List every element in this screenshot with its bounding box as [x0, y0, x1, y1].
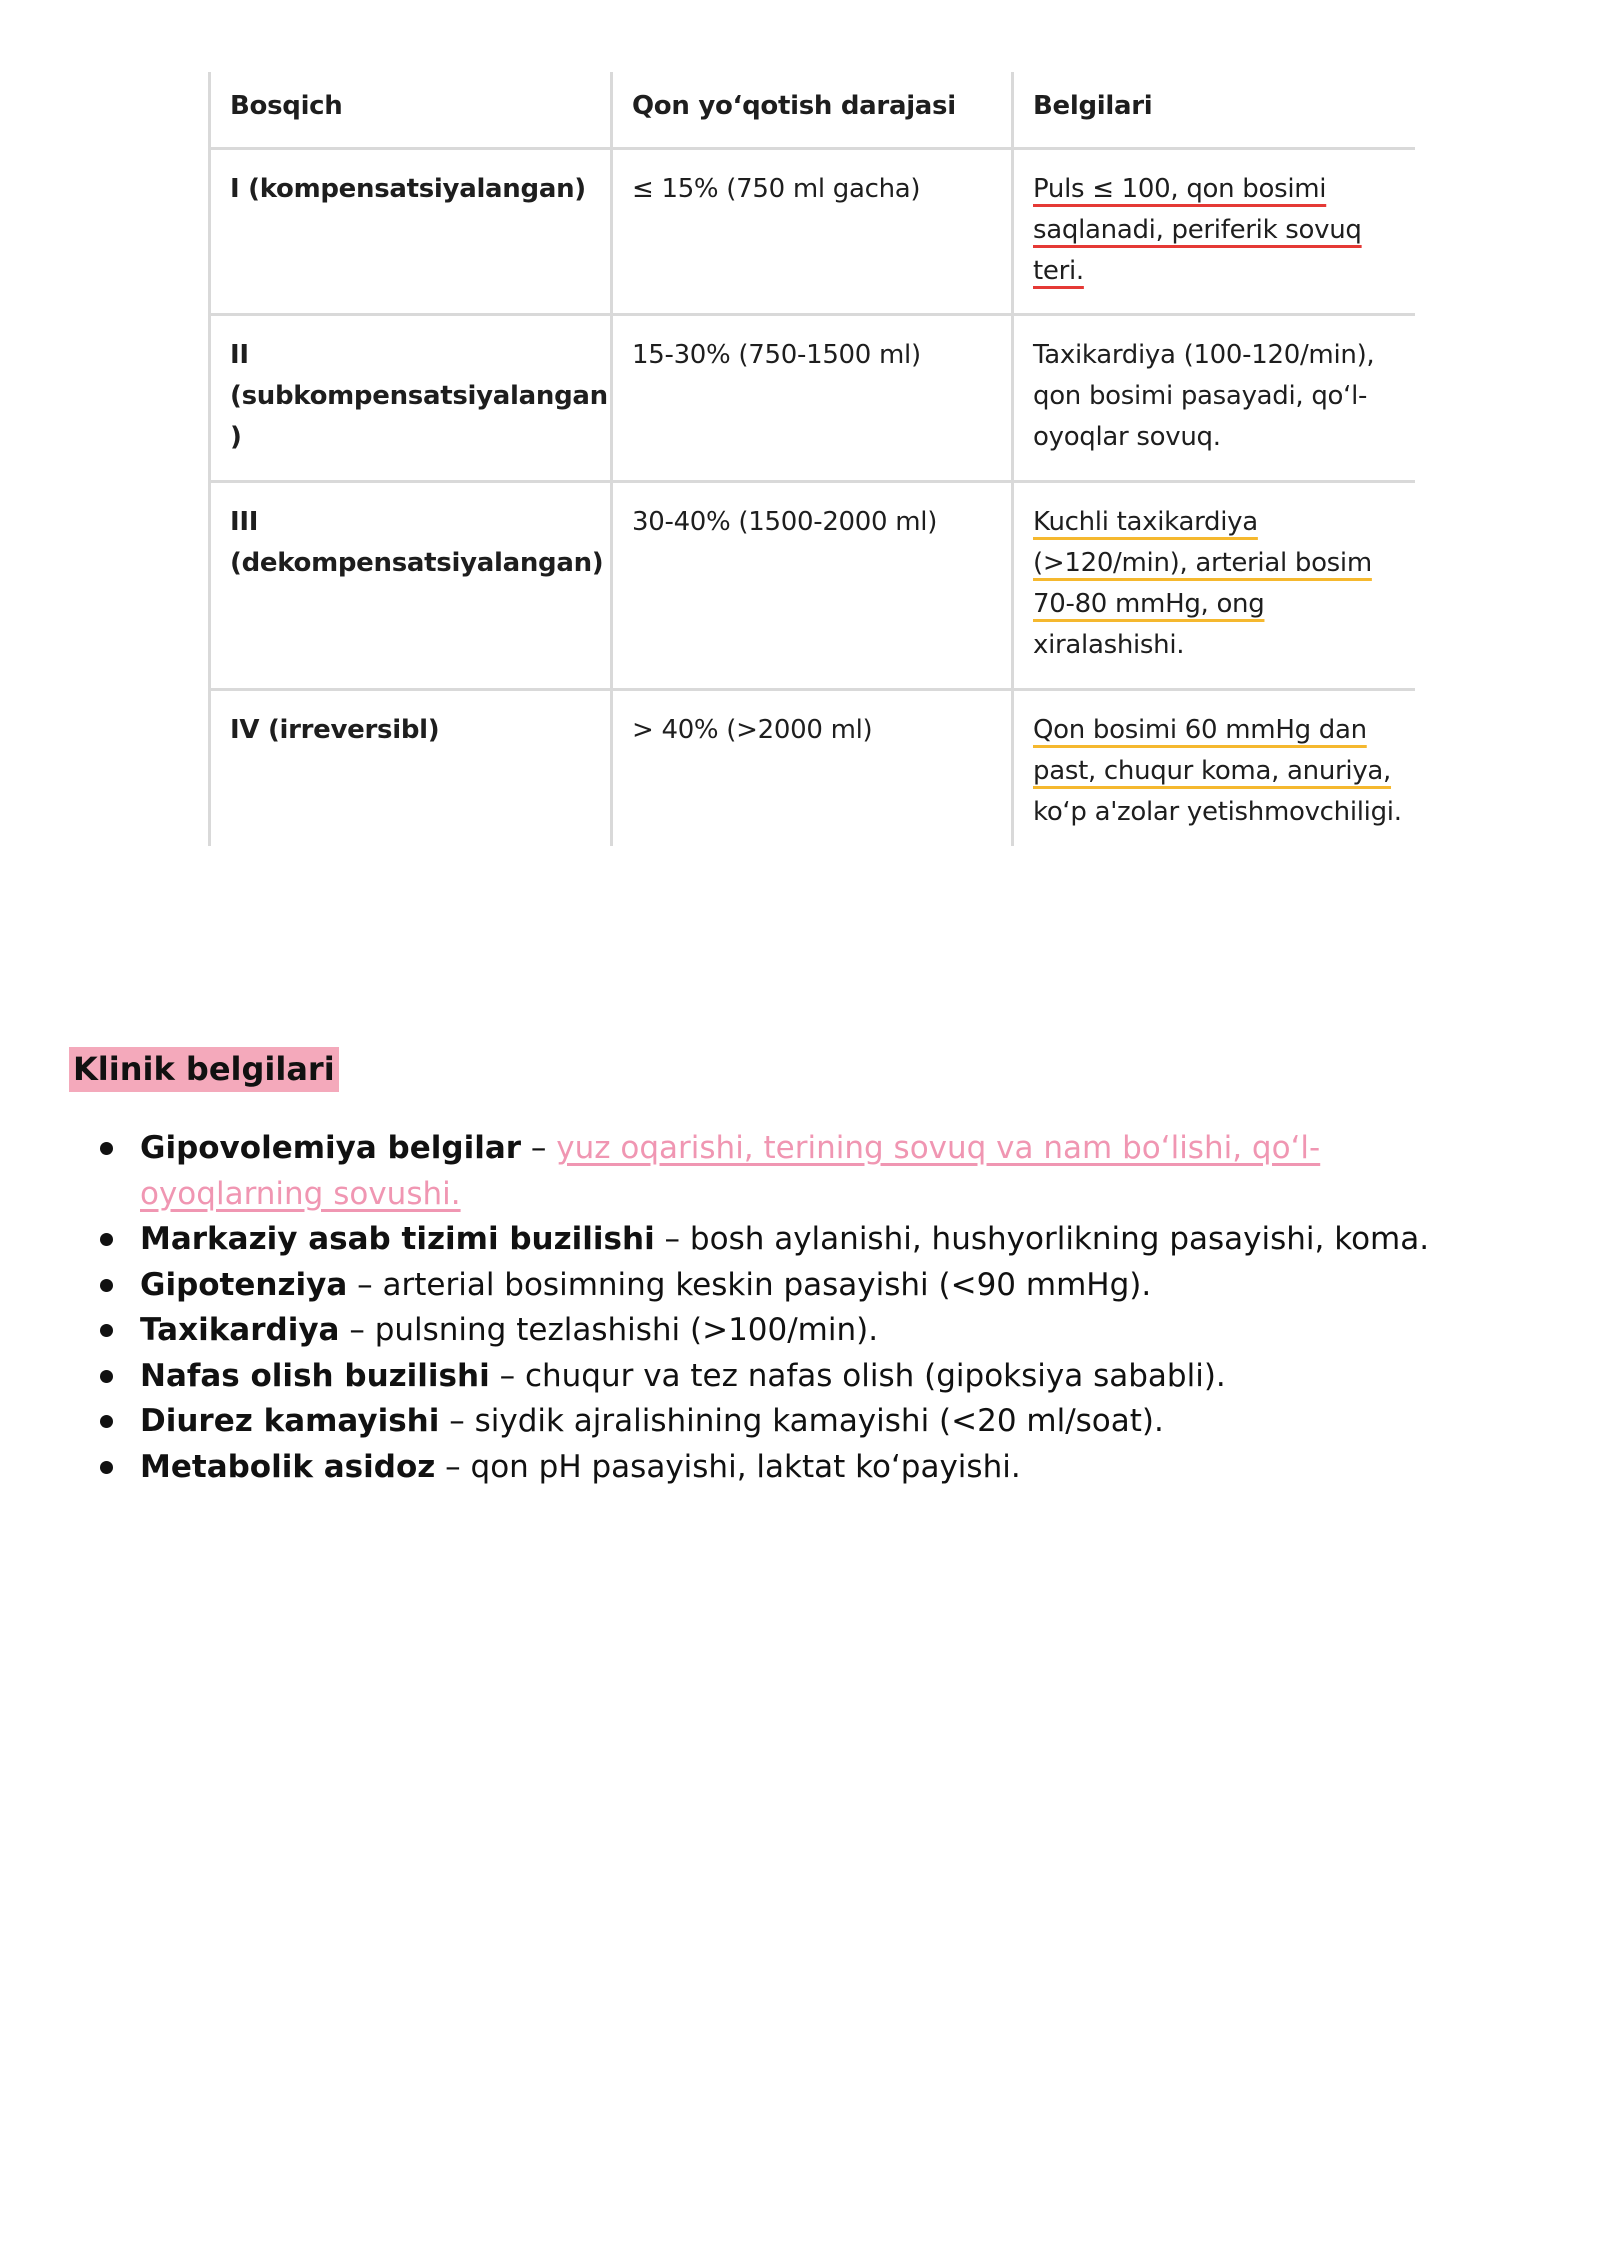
table-row-signs [1033, 710, 1413, 833]
list-item-description: bosh aylanishi, hushyorlikning pasayishi, koma. [689, 1221, 1430, 1257]
bullet-icon [100, 1370, 113, 1383]
blood-loss-table [208, 72, 1415, 846]
table-border-left [208, 72, 211, 846]
list-item-term: Taxikardiya [140, 1312, 340, 1348]
table-row-stage [230, 502, 604, 584]
bullet-icon [100, 1415, 113, 1428]
list-item-term: Gipovolemiya belgilar [140, 1130, 522, 1166]
table-row-signs [1033, 169, 1413, 292]
list-item-separator: – [439, 1403, 475, 1439]
stage-line: II [230, 340, 249, 370]
signs-line: past, chuqur koma, anuriya, [1033, 756, 1392, 786]
list-item-separator: – [654, 1221, 690, 1257]
list-item-term: Nafas olish buzilishi [140, 1357, 490, 1394]
list-item-description: chuqur va tez nafas olish (gipoksiya sababli). [524, 1357, 1226, 1394]
list-item [100, 1217, 1460, 1263]
signs-line: Taxikardiya (100-120/min), [1033, 340, 1375, 370]
signs-line: Puls ≤ 100, qon bosimi [1033, 174, 1327, 204]
table-row-divider [208, 313, 1415, 316]
stage-line: I (kompensatsiyalangan) [230, 174, 586, 204]
list-item-separator: – [489, 1357, 525, 1394]
stage-line: ) [230, 422, 242, 452]
list-item-separator: – [347, 1266, 383, 1303]
table-row-signs [1033, 335, 1413, 458]
list-item-term: Markaziy asab tizimi buzilishi [140, 1221, 655, 1257]
table-row-blood-loss: 15-30% (750-1500 ml) [632, 340, 921, 370]
signs-line: oyoqlar sovuq. [1033, 422, 1221, 452]
table-row-signs [1033, 502, 1413, 666]
list-item-description: qon pH pasayishi, laktat ko‘payishi. [470, 1448, 1021, 1485]
bullet-icon [100, 1461, 113, 1474]
list-item-separator: – [521, 1130, 557, 1166]
signs-line: Qon bosimi 60 mmHg dan [1033, 715, 1367, 745]
stage-line: (subkompensatsiyalangan [230, 381, 608, 411]
table-row-stage [230, 710, 590, 751]
bullet-icon [100, 1324, 113, 1337]
table-column-divider [610, 72, 613, 846]
signs-line: xiralashishi. [1033, 630, 1185, 660]
list-item-term: Gipotenziya [140, 1266, 348, 1303]
bullet-icon [100, 1279, 113, 1292]
table-header-divider [208, 147, 1415, 150]
table-header-signs: Belgilari [1033, 91, 1153, 121]
signs-line: saqlanadi, periferik sovuq [1033, 215, 1362, 245]
list-item [100, 1126, 1460, 1217]
bullet-icon [100, 1233, 113, 1246]
list-item [100, 1263, 1460, 1309]
list-item [100, 1354, 1460, 1400]
signs-line: (>120/min), arterial bosim [1033, 548, 1372, 578]
table-row-blood-loss: > 40% (>2000 ml) [632, 715, 873, 745]
table-row-stage [230, 169, 590, 210]
table-column-divider [1011, 72, 1014, 846]
list-item [100, 1399, 1460, 1445]
table-row-blood-loss: 30-40% (1500-2000 ml) [632, 507, 938, 537]
clinical-signs-list [100, 1126, 1460, 1490]
list-item-separator: – [435, 1448, 471, 1485]
list-item-link[interactable]: yuz oqarishi, terining sovuq va nam bo‘lishi, qo‘l-oyoqlarning sovushi. [140, 1130, 1321, 1212]
list-item-separator: – [339, 1312, 375, 1348]
table-row-stage [230, 335, 608, 458]
table-header-stage: Bosqich [230, 91, 343, 121]
bullet-icon [100, 1142, 113, 1155]
stage-line: IV (irreversibl) [230, 715, 440, 745]
signs-line: Kuchli taxikardiya [1033, 507, 1258, 537]
list-item-description: arterial bosimning keskin pasayishi (<90 mmHg). [382, 1266, 1152, 1303]
table-row-blood-loss: ≤ 15% (750 ml gacha) [632, 174, 921, 204]
stage-line: III [230, 507, 259, 537]
signs-line: ko‘p a'zolar yetishmovchiligi. [1033, 797, 1402, 827]
signs-line: qon bosimi pasayadi, qo‘l- [1033, 381, 1368, 411]
signs-line: teri. [1033, 256, 1084, 286]
table-row-divider [208, 688, 1415, 691]
list-item-description: siydik ajralishining kamayishi (<20 ml/soat). [474, 1403, 1164, 1439]
list-item [100, 1445, 1460, 1491]
list-item [100, 1308, 1460, 1354]
list-item-description: pulsning tezlashishi (>100/min). [374, 1312, 879, 1348]
section-heading: Klinik belgilari [69, 1047, 339, 1092]
list-item-term: Diurez kamayishi [140, 1403, 440, 1439]
list-item-term: Metabolik asidoz [140, 1448, 436, 1485]
table-row-divider [208, 480, 1415, 483]
table-header-blood-loss: Qon yo‘qotish darajasi [632, 91, 956, 121]
stage-line: (dekompensatsiyalangan) [230, 548, 604, 578]
signs-line: 70-80 mmHg, ong [1033, 589, 1265, 619]
